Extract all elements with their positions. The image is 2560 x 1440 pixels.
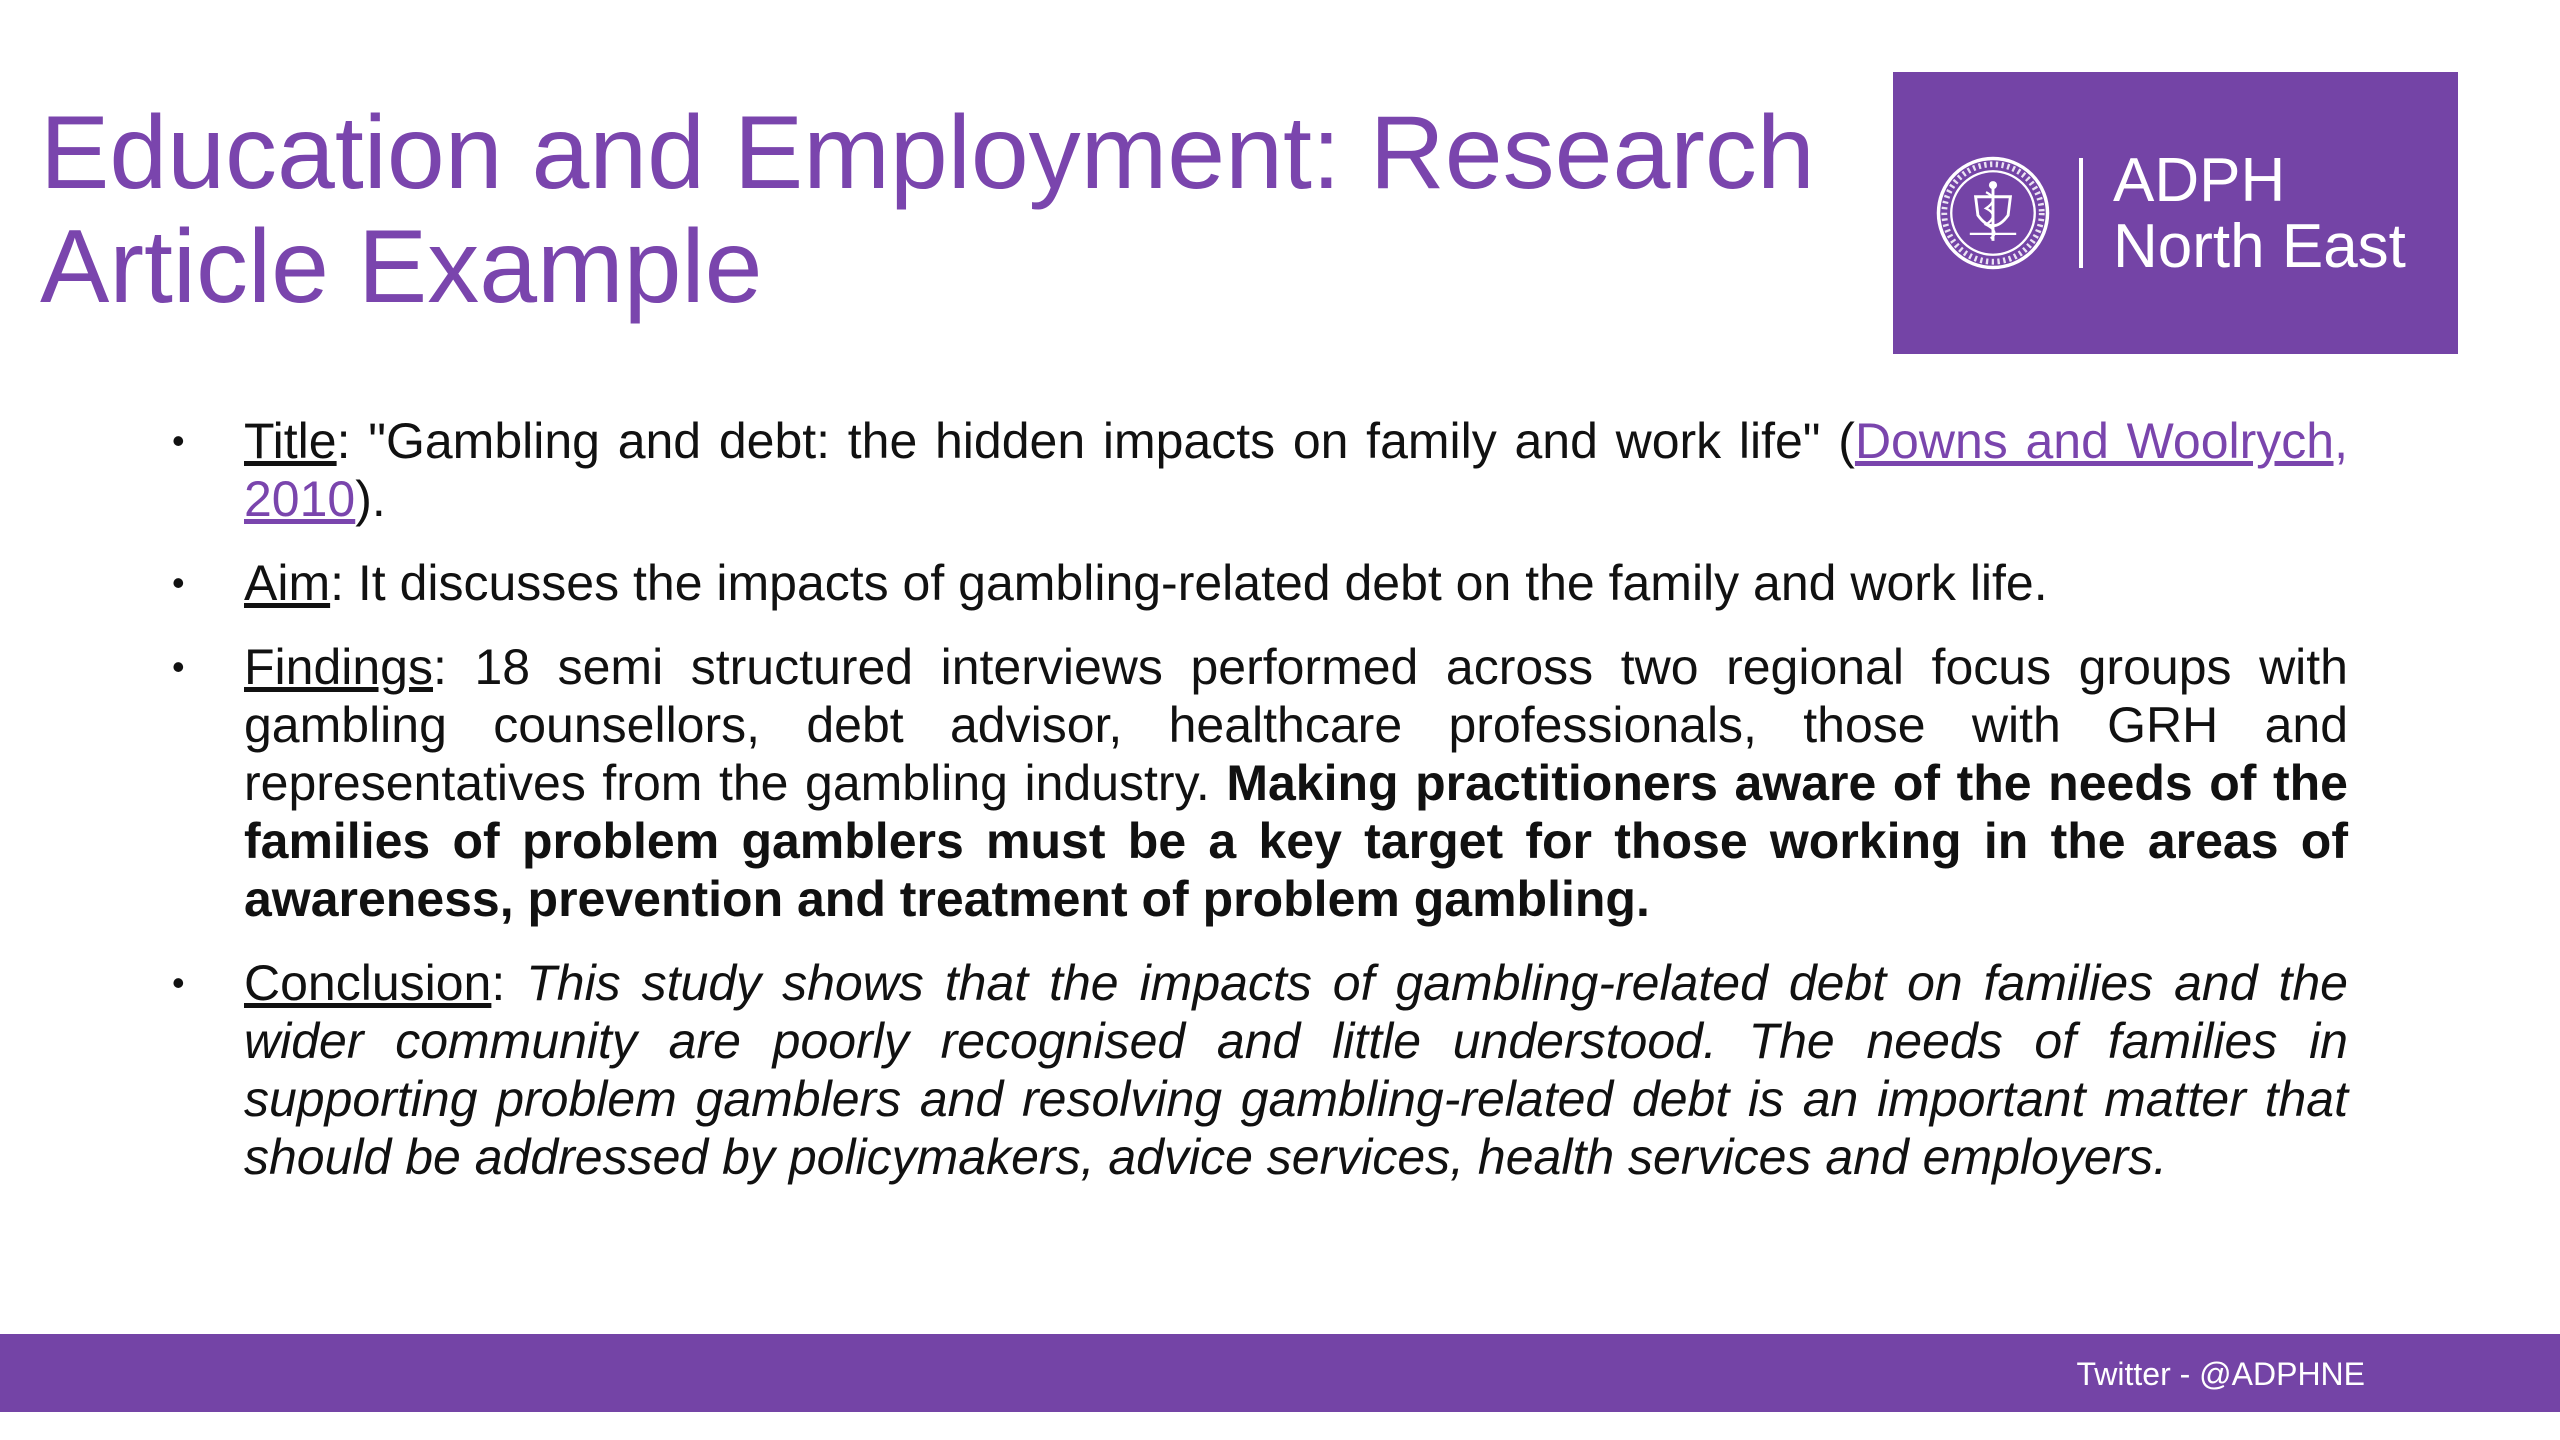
citation-close: ). bbox=[355, 471, 386, 527]
bullet-dot-icon: • bbox=[172, 420, 185, 461]
logo-divider bbox=[2079, 158, 2083, 268]
conclusion-text: This study shows that the impacts of gambling-related debt on families and the wider community are poorly recognised and little understood. The needs of families in supporting problem gamblers and resolving gambling-related debt is an important matter that should be addressed by policymakers, advice services, health services and employers. bbox=[244, 955, 2348, 1185]
bullet-label-title: Title bbox=[244, 413, 337, 469]
logo-text-north-east: North East bbox=[2113, 212, 2406, 281]
logo-text-adph: ADPH bbox=[2113, 146, 2286, 215]
slide-title bbox=[40, 96, 1880, 324]
association-seal-icon bbox=[1935, 155, 2051, 271]
bullet-dot-icon: • bbox=[172, 646, 185, 687]
bullet-dot-icon: • bbox=[172, 562, 185, 603]
adph-logo bbox=[1893, 72, 2458, 354]
article-title-text: "Gambling and debt: the hidden impacts on family and work life" ( bbox=[368, 413, 1855, 469]
findings-emphasis: Making practitioners aware of the needs of the families of problem gamblers must be a key target for those working in the areas of awareness, prevention and treatment of problem gambling. bbox=[244, 755, 2348, 927]
bullet-conclusion bbox=[172, 954, 2348, 1186]
citation-link[interactable]: Downs and Woolrych, 2010 bbox=[244, 413, 2348, 527]
bullet-title bbox=[172, 412, 2348, 528]
bullet-aim bbox=[172, 554, 2348, 612]
twitter-handle: Twitter - @ADPHNE bbox=[2076, 1356, 2365, 1392]
footer-band bbox=[0, 1334, 2560, 1412]
bullet-separator: : bbox=[330, 555, 358, 611]
aim-text: It discusses the impacts of gambling-related debt on the family and work life. bbox=[357, 555, 2048, 611]
bullet-findings bbox=[172, 638, 2348, 928]
slide-title-line-2: Article Example bbox=[40, 209, 763, 325]
bullet-label-findings: Findings bbox=[244, 639, 433, 695]
bullet-list bbox=[172, 412, 2348, 1212]
bullet-separator: : bbox=[336, 413, 369, 469]
bullet-dot-icon: • bbox=[172, 962, 185, 1003]
slide-title-line-1: Education and Employment: Research bbox=[40, 95, 1815, 211]
bullet-separator: : bbox=[491, 955, 527, 1011]
bullet-label-aim: Aim bbox=[244, 555, 331, 611]
bullet-separator: : bbox=[433, 639, 475, 695]
findings-text: 18 semi structured interviews performed across two regional focus groups with gambling counsellors, debt advisor, healthcare professionals, those with GRH and representatives from the gambling industry. bbox=[244, 639, 2348, 811]
bullet-label-conclusion: Conclusion bbox=[244, 955, 492, 1011]
